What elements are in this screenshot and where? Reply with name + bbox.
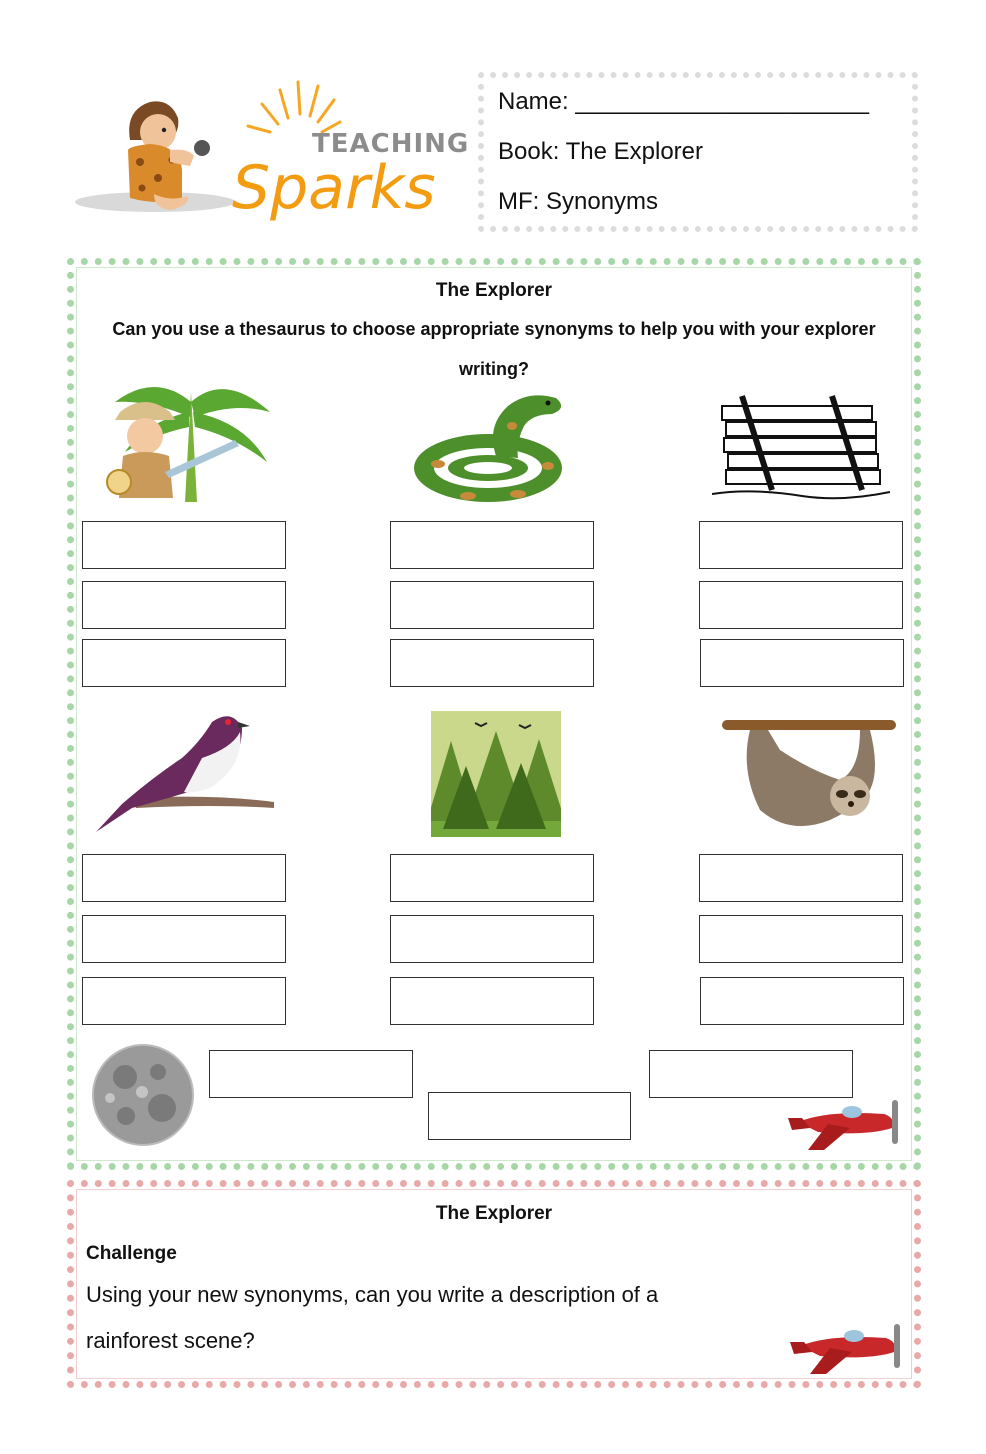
- challenge-text-line1: Using your new synonyms, can you write a description of a: [86, 1282, 659, 1307]
- synonym-box-explorer-3[interactable]: [82, 639, 286, 687]
- synonym-box-raft-3[interactable]: [700, 639, 904, 687]
- synonym-box-explorer-2[interactable]: [82, 581, 286, 629]
- moon-icon: [90, 1042, 196, 1148]
- mf-label: MF: Synonyms: [498, 188, 659, 215]
- challenge-heading: Challenge: [86, 1243, 177, 1264]
- snake-icon: [408, 386, 570, 508]
- challenge-text-line2: rainforest scene?: [86, 1328, 255, 1353]
- synonym-box-moon-2[interactable]: [428, 1092, 631, 1140]
- synonym-box-moon-1[interactable]: [209, 1050, 413, 1098]
- synonym-box-snake-1[interactable]: [390, 521, 594, 569]
- synonym-box-snake-2[interactable]: [390, 581, 594, 629]
- synonym-box-snake-3[interactable]: [390, 639, 594, 687]
- synonym-box-moon-3[interactable]: [649, 1050, 853, 1098]
- activity-question-line1: Can you use a thesaurus to choose appropriate synonyms to help you with your explorer: [112, 319, 876, 339]
- logo-word-teaching: TEACHING: [312, 129, 470, 159]
- plane-icon: [788, 1094, 906, 1154]
- forest-icon: [431, 711, 561, 837]
- synonym-box-forest-1[interactable]: [390, 854, 594, 902]
- synonym-box-forest-3[interactable]: [390, 977, 594, 1025]
- activity-title: The Explorer: [435, 280, 553, 301]
- challenge-title: The Explorer: [435, 1203, 553, 1224]
- book-label: Book: The Explorer: [498, 138, 703, 165]
- sloth-icon: [720, 710, 898, 838]
- student-info-box: [478, 72, 918, 232]
- name-field[interactable]: Name: ______________________: [498, 88, 870, 115]
- explorer-icon: [95, 372, 275, 510]
- teaching-sparks-logo: [70, 70, 470, 240]
- synonym-box-forest-2[interactable]: [390, 915, 594, 963]
- bird-icon: [92, 708, 276, 834]
- synonym-box-sloth-1[interactable]: [699, 854, 903, 902]
- sun-rays-icon: [248, 82, 340, 132]
- plane-icon: [790, 1318, 908, 1378]
- synonym-box-bird-1[interactable]: [82, 854, 286, 902]
- logo-word-sparks: Sparks: [232, 153, 436, 223]
- synonym-box-explorer-1[interactable]: [82, 521, 286, 569]
- synonym-box-bird-2[interactable]: [82, 915, 286, 963]
- synonym-box-raft-1[interactable]: [699, 521, 903, 569]
- synonym-box-sloth-2[interactable]: [699, 915, 903, 963]
- synonym-box-raft-2[interactable]: [699, 581, 903, 629]
- activity-question-line2: writing?: [459, 359, 529, 379]
- synonym-box-bird-3[interactable]: [82, 977, 286, 1025]
- synonym-box-sloth-3[interactable]: [700, 977, 904, 1025]
- raft-icon: [712, 380, 890, 506]
